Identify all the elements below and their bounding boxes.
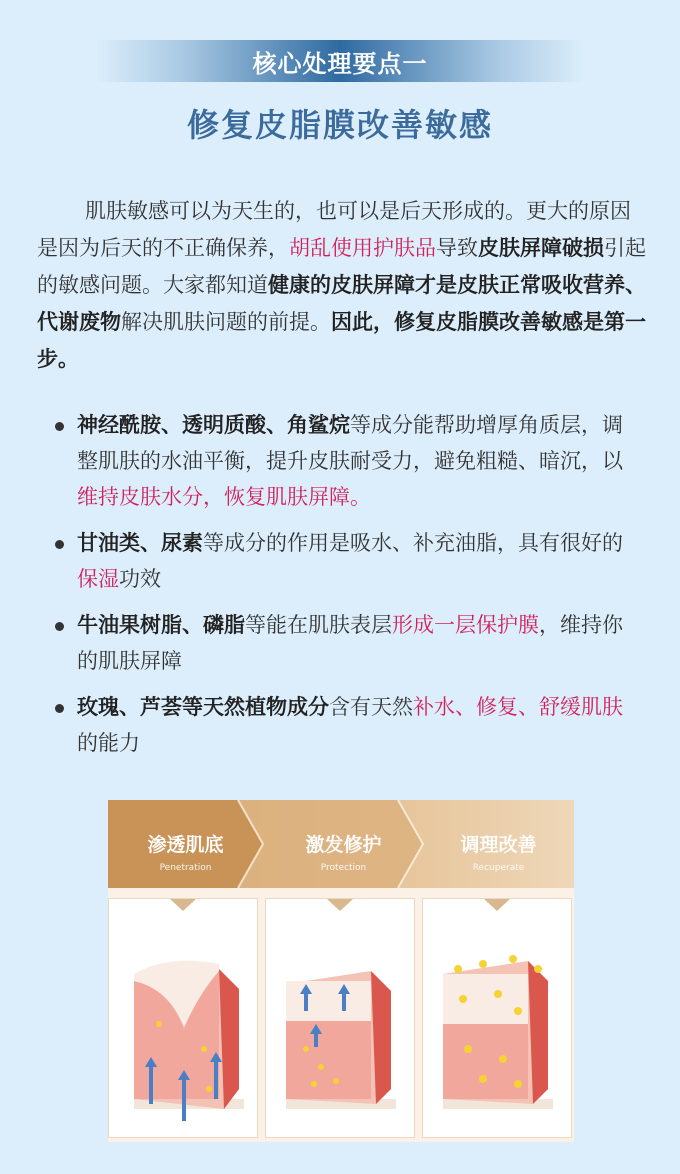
step-label: 调理改善 xyxy=(460,834,537,856)
bullet-highlight: 保湿 xyxy=(77,567,119,591)
bullet-dot xyxy=(55,540,64,549)
bullet-text: 等成分的作用是吸水、补充油脂，具有很好的 xyxy=(203,531,623,555)
step-label: 渗透肌底 xyxy=(147,834,224,856)
skin-layer-illustration xyxy=(109,899,259,1139)
bullet-tail: 功效 xyxy=(119,567,161,591)
list-item xyxy=(55,689,625,761)
skin-panel-protection xyxy=(265,898,415,1138)
intro-paragraph xyxy=(37,193,647,378)
list-item xyxy=(55,407,625,515)
para-text-3: 引起的敏感问题。大家都知道 xyxy=(37,236,646,297)
skin-layer-illustration xyxy=(423,899,573,1139)
section-banner xyxy=(95,40,585,82)
ingredient-list xyxy=(55,407,625,771)
para-text-4: 解决肌肤问题的前提。 xyxy=(121,310,331,334)
bullet-bold: 甘油类、尿素 xyxy=(77,531,203,555)
bullet-bold: 神经酰胺、透明质酸、角鲨烷 xyxy=(77,413,350,437)
para-highlight-1: 胡乱使用护肤品 xyxy=(289,236,436,260)
step-label: 激发修护 xyxy=(305,834,382,856)
bullet-text: 含有天然 xyxy=(329,695,413,719)
para-bold-2: 健康的皮肤屏障才是皮肤正常吸收营养、代谢废物 xyxy=(37,273,646,334)
page-title: 修复皮脂膜改善敏感 xyxy=(186,106,493,144)
banner-text: 核心处理要点一 xyxy=(252,49,428,78)
skin-panel-recuperate xyxy=(422,898,572,1138)
bullet-text: 等能在肌肤表层 xyxy=(245,613,392,637)
list-item xyxy=(55,525,625,597)
step-protection xyxy=(266,800,421,888)
skin-panel-penetration xyxy=(108,898,258,1138)
bullet-text: 等成分能帮助增厚角质层，调整肌肤的水油平衡，提升皮肤耐受力，避免粗糙、暗沉，以 xyxy=(77,413,623,473)
step-sublabel: Penetration xyxy=(159,863,212,873)
step-sublabel: Protection xyxy=(320,863,367,873)
skin-layer-illustration xyxy=(266,899,416,1139)
bullet-highlight: 维持皮肤水分，恢复肌肤屏障。 xyxy=(77,485,371,509)
bullet-bold: 牛油果树脂、磷脂 xyxy=(77,613,245,637)
bullet-dot xyxy=(55,622,64,631)
process-steps xyxy=(108,800,574,888)
list-item xyxy=(55,607,625,679)
bullet-bold: 玫瑰、芦荟等天然植物成分 xyxy=(77,695,329,719)
bullet-dot xyxy=(55,704,64,713)
bullet-tail: 的能力 xyxy=(77,731,140,755)
para-text-2: 导致 xyxy=(436,236,478,260)
step-penetration xyxy=(108,800,263,888)
bullet-highlight: 形成一层保护膜 xyxy=(392,613,539,637)
para-bold-3: 因此，修复皮脂膜改善敏感是第一步。 xyxy=(37,310,646,371)
step-sublabel: Recuperate xyxy=(472,863,525,873)
skin-repair-diagram xyxy=(108,800,574,1142)
bullet-dot xyxy=(55,422,64,431)
para-text-1: 肌肤敏感可以为天生的，也可以是后天形成的。更大的原因是因为后天的不正确保养， xyxy=(37,199,631,260)
bullet-tail: ，维持你的肌肤屏障 xyxy=(77,613,623,673)
step-recuperate xyxy=(421,800,576,888)
para-bold-1: 皮肤屏障破损 xyxy=(478,236,604,260)
bullet-highlight: 补水、修复、舒缓肌肤 xyxy=(413,695,623,719)
